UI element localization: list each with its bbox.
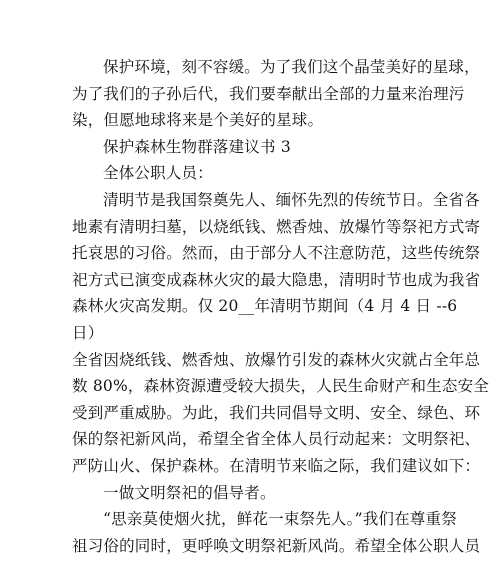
text-line: 祖习俗的同时，更呼唤文明祭祀新风尚。希望全体公职人员	[72, 536, 481, 555]
text-line: 保护环境，刻不容缓。为了我们这个晶莹美好的星球，	[103, 58, 480, 76]
text-line: 清明节是我国祭奠先人、缅怀先烈的传统节日。全省各	[103, 191, 480, 209]
text-line: 全省因烧纸钱、燃香烛、放爆竹引发的森林火灾就占全年总	[72, 350, 481, 369]
text-line: 保的祭祀新风尚，希望全省全体人员行动起来：文明祭祀、	[72, 430, 481, 449]
text-line: 托哀思的习俗。然而，由于部分人不注意防范，这些传统祭	[72, 244, 481, 263]
text-line: 严防山火、保护森林。在清明节来临之际，我们建议如下：	[72, 457, 481, 475]
text-line: 日）	[72, 324, 104, 342]
text-line: 染，但愿地球将来是个美好的星球。	[72, 111, 324, 130]
salutation: 全体公职人员：	[103, 164, 213, 183]
text-line: 祀方式已演变成森林火灾的最大隐患，清明时节也成为我省	[72, 270, 481, 289]
text-line: 受到严重威胁。为此，我们共同倡导文明、安全、绿色、环	[72, 403, 481, 422]
text-line: 地素有清明扫墓，以烧纸钱、燃香烛、放爆竹等祭祀方式寄	[72, 217, 481, 236]
text-line: 数 80%，森林资源遭受较大损失，人民生命财产和生态安全	[72, 377, 489, 396]
text-line: 一做文明祭祀的倡导者。	[103, 483, 276, 502]
section-heading: 保护森林生物群落建议书 3	[103, 137, 291, 156]
text-line: 森林火灾高发期。仅 20__年清明节期间（4 月 4 日 --6	[72, 297, 458, 316]
text-line: 为了我们的子孙后代，我们要奉献出全部的力量来治理污	[72, 84, 465, 103]
text-line: “思亲莫使烟火扰，鲜花一束祭先人。”我们在尊重祭	[103, 510, 457, 529]
